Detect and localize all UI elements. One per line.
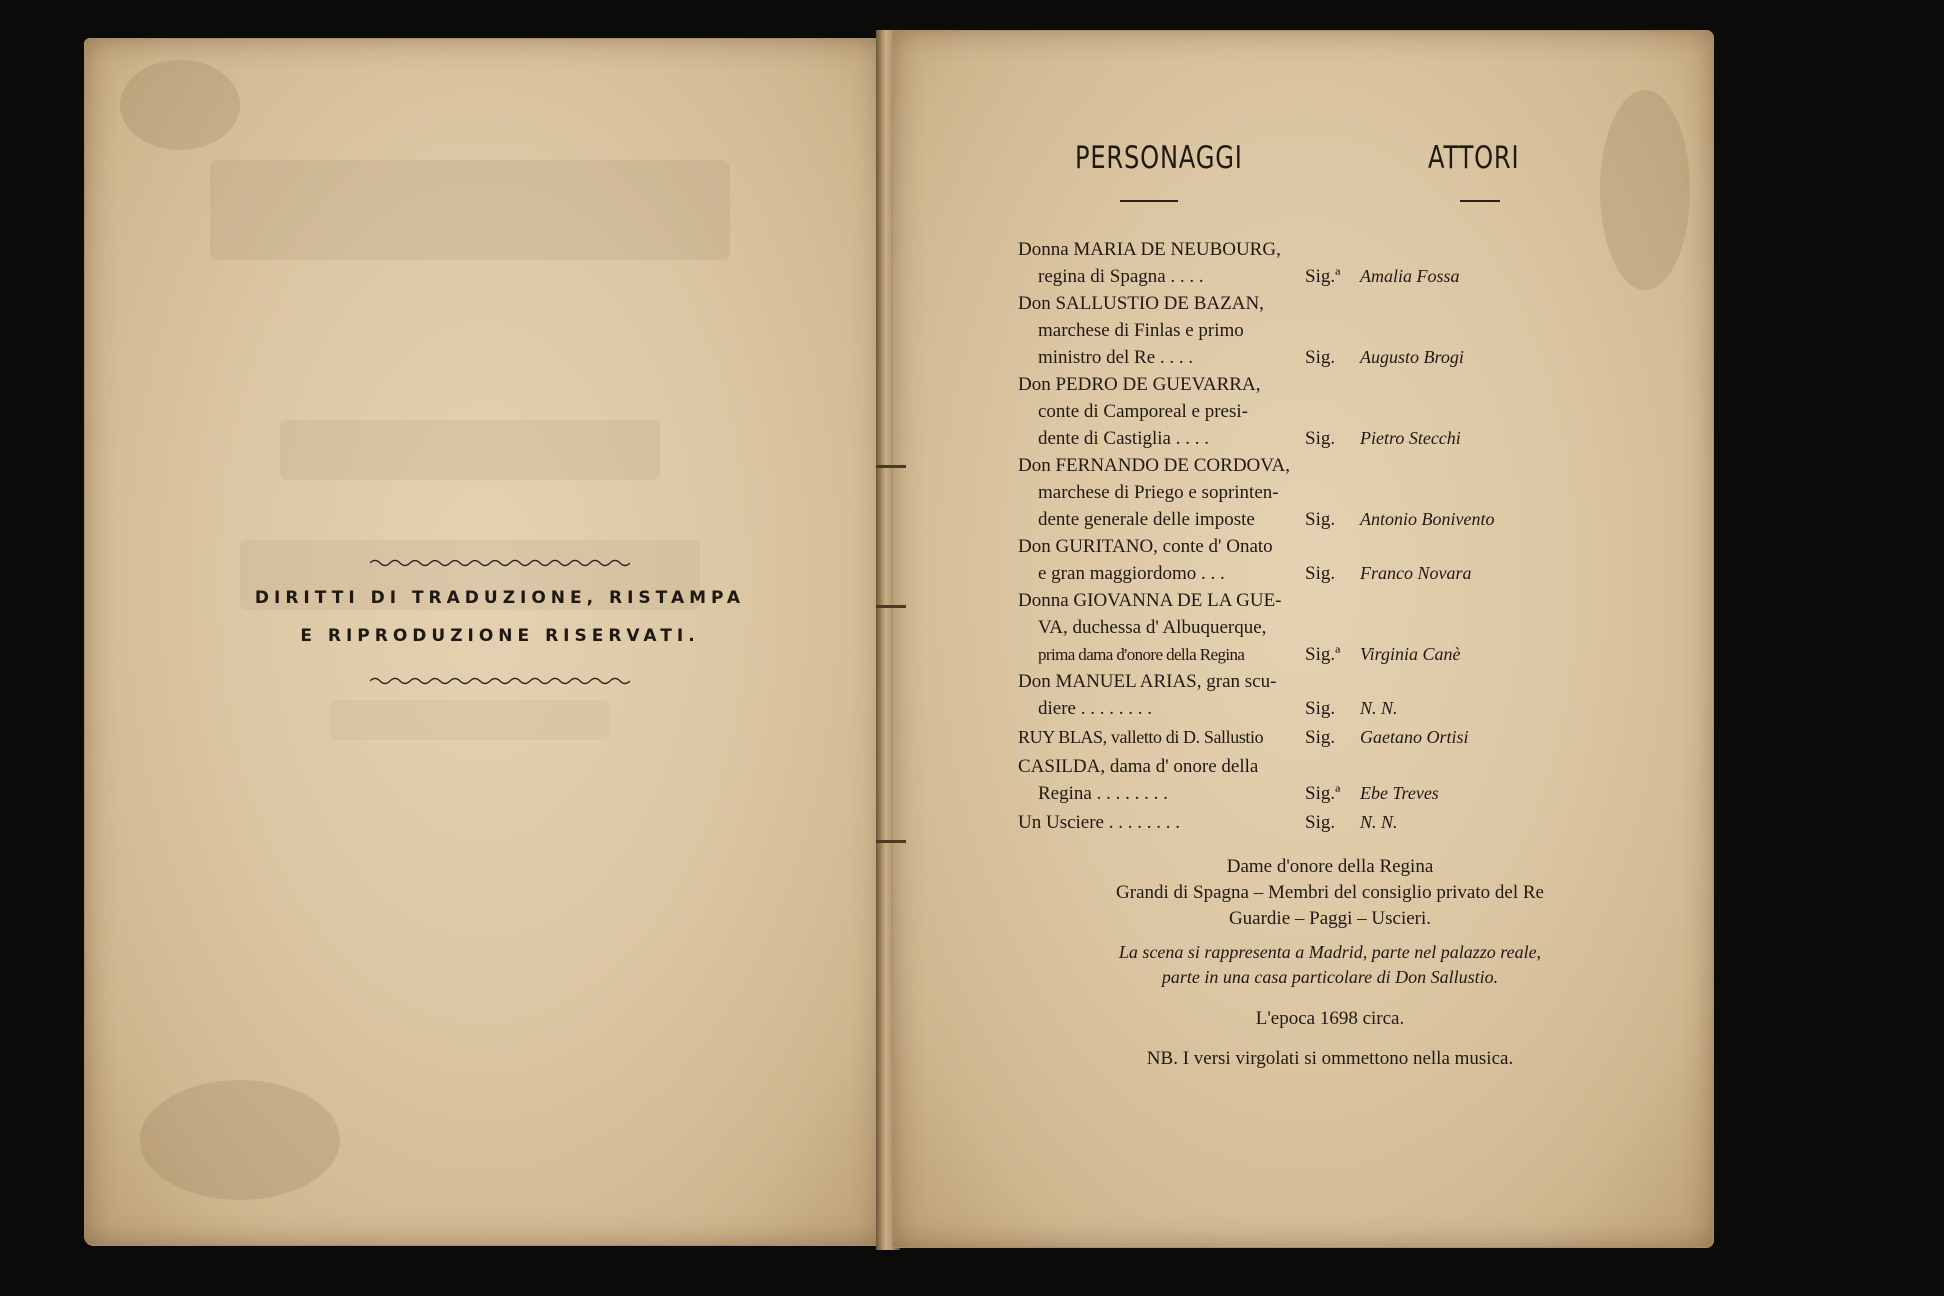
top-wavy-ornament: [370, 558, 630, 568]
cast-actor: Pietro Stecchi: [1360, 428, 1461, 448]
header-rule: [1460, 200, 1500, 202]
cast-role-line: marchese di Finlas e primo: [1038, 320, 1244, 341]
cast-role-line: Don GURITANO, conte d' Onato: [1018, 536, 1273, 557]
cast-actor: Ebe Treves: [1360, 783, 1439, 803]
cast-role-line: VA, duchessa d' Albuquerque,: [1038, 617, 1267, 638]
cast-actor: Franco Novara: [1360, 563, 1472, 583]
show-through-text: [130, 120, 810, 824]
cast-actor: N. N.: [1360, 698, 1398, 718]
cast-sig: Sig.: [1305, 727, 1336, 748]
cast-role-line: ministro del Re . . . .: [1038, 347, 1194, 368]
binding-thread: [876, 605, 906, 608]
cast-role-line: Don FERNANDO DE CORDOVA,: [1018, 455, 1291, 476]
cast-sig: Sig.ª: [1305, 644, 1341, 665]
cast-role-line: Regina . . . . . . . .: [1038, 783, 1168, 804]
cast-sig: Sig.ª: [1305, 266, 1341, 287]
cast-actor: Amalia Fossa: [1360, 266, 1460, 286]
bottom-wavy-ornament: [370, 676, 630, 686]
cast-role-line: Don MANUEL ARIAS, gran scu-: [1018, 671, 1277, 692]
cast-role-line: CASILDA, dama d' onore della: [1018, 756, 1259, 777]
cast-role-line: Don PEDRO DE GUEVARRA,: [1018, 374, 1261, 395]
binding-thread: [876, 465, 906, 468]
header-attori: ATTORI: [1428, 140, 1520, 176]
rights-line-1: DIRITTI DI TRADUZIONE, RISTAMPA: [254, 588, 746, 608]
cast-actor: Antonio Bonivento: [1360, 509, 1495, 529]
cast-sig: Sig.: [1305, 347, 1336, 368]
cast-actor: Gaetano Ortisi: [1360, 727, 1469, 747]
cast-role-line: e gran maggiordomo . . .: [1038, 563, 1225, 584]
extras-line: Dame d'onore della Regina: [1226, 856, 1434, 877]
cast-role-line: Donna MARIA DE NEUBOURG,: [1018, 239, 1281, 260]
cast-role-line: diere . . . . . . . .: [1038, 698, 1152, 719]
cast-role-line: prima dama d'onore della Regina: [1038, 645, 1245, 664]
cast-actor: Virginia Canè: [1360, 644, 1461, 664]
paper-stain: [140, 1080, 340, 1200]
cast-role-line: Un Usciere . . . . . . . .: [1018, 812, 1180, 833]
binding-thread: [876, 840, 906, 843]
cast-role-line: marchese di Priego e soprinten-: [1038, 482, 1279, 503]
epoch-line: L'epoca 1698 circa.: [1255, 1008, 1405, 1029]
cast-actor: N. N.: [1360, 812, 1398, 832]
cast-sig: Sig.: [1305, 428, 1336, 449]
extras-line: Grandi di Spagna – Membri del consiglio privato del Re: [1116, 882, 1544, 903]
paper-stain: [1600, 90, 1690, 290]
cast-sig: Sig.: [1305, 812, 1336, 833]
cast-sig: Sig.: [1305, 698, 1336, 719]
header-personaggi: PERSONAGGI: [1075, 140, 1243, 176]
cast-sig: Sig.: [1305, 563, 1336, 584]
cast-role-line: Don SALLUSTIO DE BAZAN,: [1018, 293, 1264, 314]
cast-role-line: regina di Spagna . . . .: [1038, 266, 1204, 287]
cast-role-line: Donna GIOVANNA DE LA GUE-: [1018, 590, 1282, 611]
cast-role-line: conte di Camporeal e presi-: [1038, 401, 1248, 422]
cast-role-line: RUY BLAS, valletto di D. Sallustio: [1018, 727, 1264, 747]
cast-role-line: dente di Castiglia . . . .: [1038, 428, 1209, 449]
scene-line: parte in una casa particolare di Don Sallustio.: [1161, 967, 1499, 987]
cast-role-line: dente generale delle imposte: [1038, 509, 1255, 530]
extras-line: Guardie – Paggi – Uscieri.: [1228, 908, 1432, 929]
cast-actor: Augusto Brogi: [1360, 347, 1464, 367]
cast-sig: Sig.ª: [1305, 783, 1341, 804]
header-rule: [1120, 200, 1178, 202]
rights-line-2: E RIPRODUZIONE RISERVATI.: [300, 626, 700, 646]
scene-line: La scena si rappresenta a Madrid, parte nel palazzo reale,: [1118, 942, 1542, 962]
cast-sig: Sig.: [1305, 509, 1336, 530]
rights-notice: [220, 588, 780, 646]
music-note: NB. I versi virgolati si ommettono nella musica.: [1146, 1048, 1514, 1069]
